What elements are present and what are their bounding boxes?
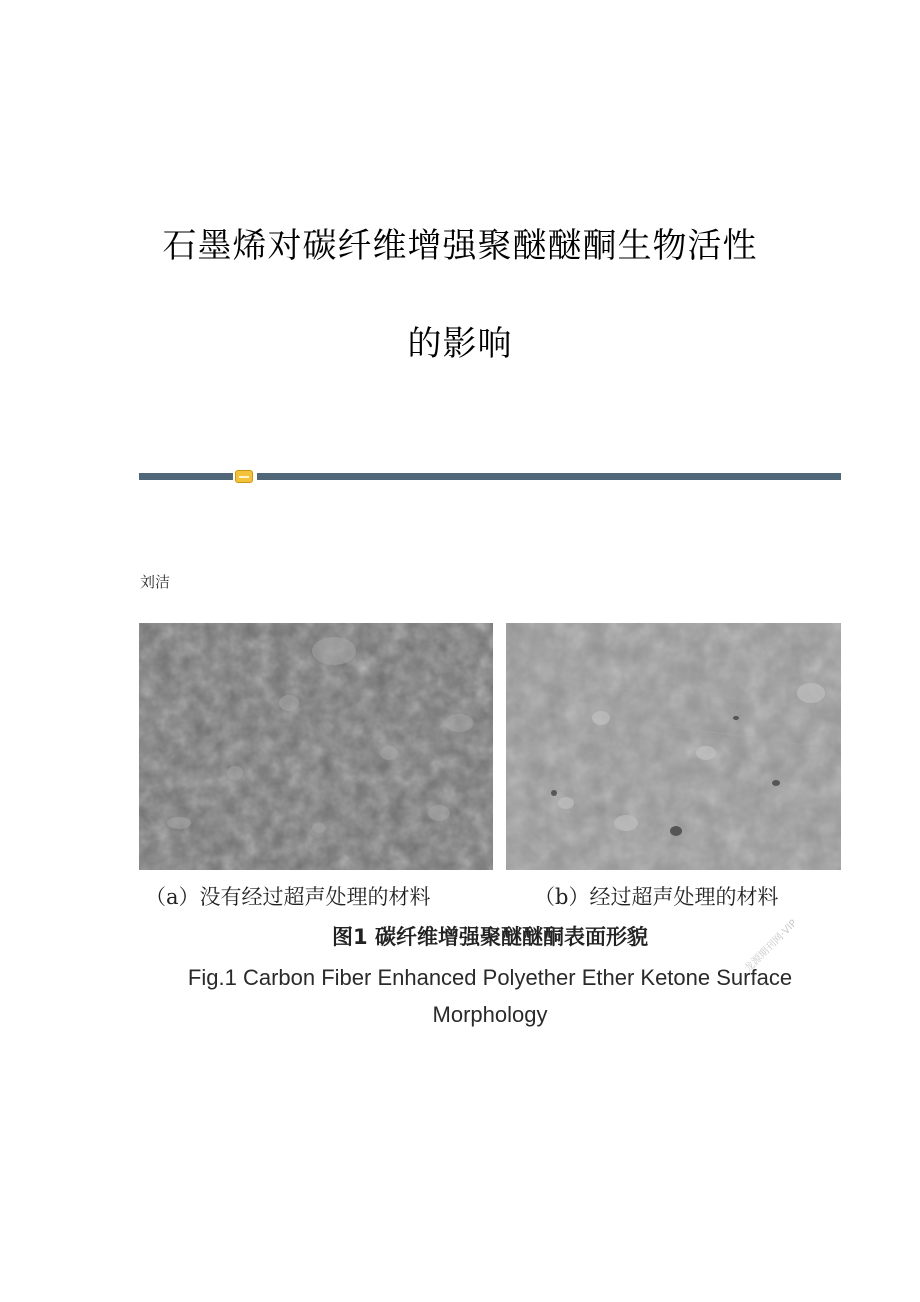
figure-1 [139,623,841,1027]
divider-left-bar [139,473,233,480]
subcaption-b: （b）经过超声处理的材料 [534,885,779,909]
sem-image-treated [506,623,841,870]
document-title-line-1: 石墨烯对碳纤维增强聚醚醚酮生物活性 [162,226,758,266]
document-title-line-2: 的影响 [407,324,513,364]
title-divider [139,470,841,482]
subcaption-a: （a）没有经过超声处理的材料 [145,885,431,909]
document-badge-icon [235,470,253,483]
divider-right-bar [257,473,841,480]
figure-caption-english: Fig.1 Carbon Fiber Enhanced Polyether Ether Ketone Surface Morphology [187,965,793,1027]
figure-caption-chinese: 图1 碳纤维增强聚醚醚酮表面形貌 [332,925,648,949]
watermark: 龙源期刊网·VIP [742,918,800,975]
author-name: 刘洁 [140,573,171,591]
sem-image-untreated [139,623,493,870]
